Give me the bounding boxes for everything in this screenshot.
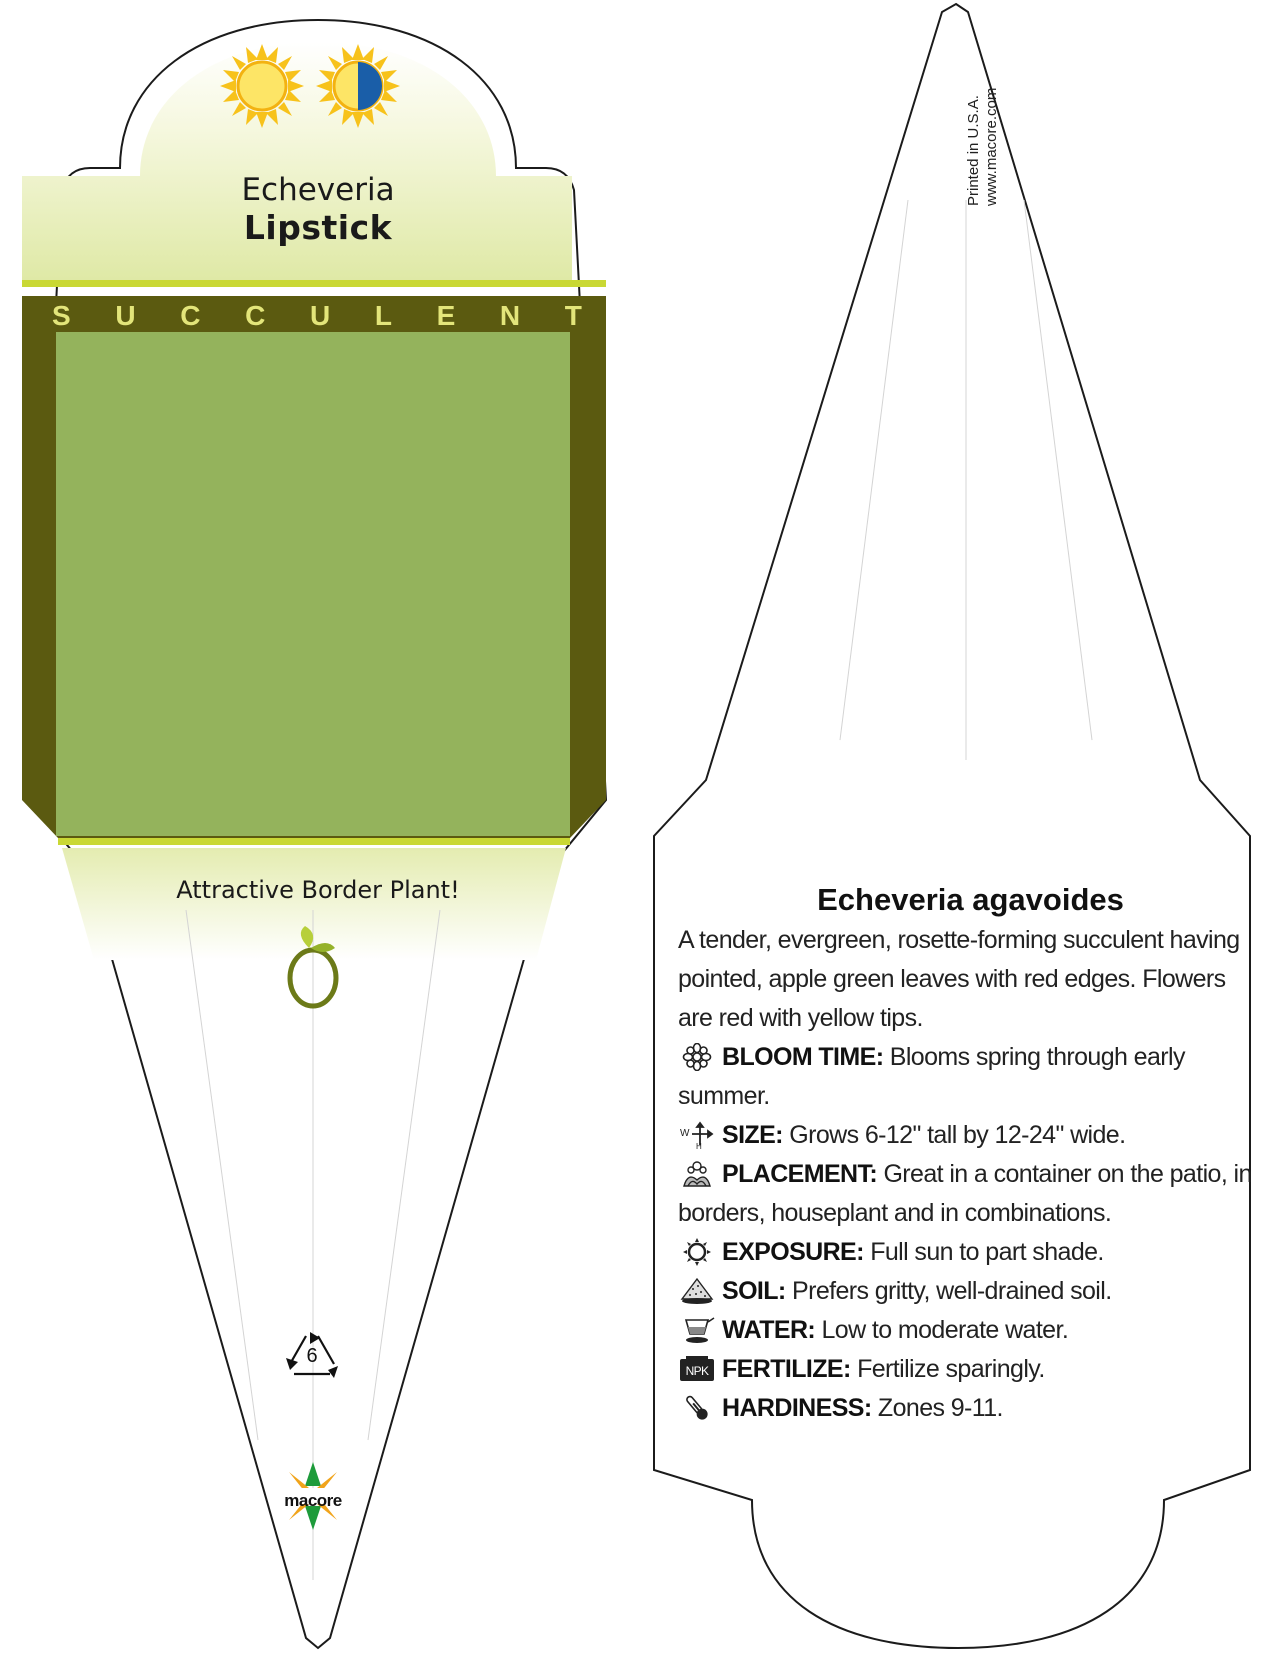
plant-title [0, 172, 636, 248]
category-letter: U [115, 300, 136, 331]
attribute-text: Zones 9-11. [871, 1394, 1003, 1422]
attribute-row [678, 1389, 1263, 1428]
size-arrows-icon [678, 1121, 716, 1149]
attribute-text: Full sun to part shade. [863, 1238, 1104, 1266]
lime-stripe-top [22, 280, 606, 287]
category-letter: T [564, 300, 582, 331]
plant-info [678, 880, 1263, 1428]
description: A tender, evergreen, rosette-forming succulent having pointed, apple green leaves with red edges. Flowers are red with yellow tips. [678, 926, 1240, 1032]
attribute-text: Grows 6-12" tall by 12-24" wide. [782, 1121, 1126, 1149]
svg-text:NPK: NPK [685, 1364, 709, 1378]
cultivar-name: Lipstick [243, 208, 393, 247]
flower-icon [678, 1043, 716, 1071]
attribute-label: EXPOSURE: [722, 1238, 864, 1266]
attribute-text: Low to moderate water. [815, 1316, 1069, 1344]
attribute-text: Blooms spring through early summer. [678, 1043, 1185, 1110]
category-letter: C [180, 300, 201, 331]
npk-icon [678, 1355, 716, 1383]
attribute-row [678, 1155, 1263, 1233]
attribute-label: PLACEMENT: [722, 1160, 878, 1188]
attribute-label: SIZE: [722, 1121, 783, 1149]
brand-name: macore [284, 1491, 342, 1510]
part-shade-icon [316, 44, 400, 128]
printed-in-usa [965, 46, 1001, 206]
placement-icon [678, 1160, 716, 1188]
genus-name: Echeveria [241, 172, 395, 208]
category-letter: U [309, 300, 331, 331]
attribute-row [678, 1350, 1263, 1389]
category-letter: L [374, 300, 392, 331]
attribute-text: Prefers gritty, well-drained soil. [785, 1277, 1112, 1305]
printed-line: Printed in U.S.A. [965, 95, 982, 206]
category-letter: E [436, 300, 456, 331]
tagline-panel [62, 848, 566, 960]
attribute-label: SOIL: [722, 1277, 786, 1305]
attribute-row [678, 1311, 1263, 1350]
tagline: Attractive Border Plant! [176, 876, 460, 904]
svg-text:H: H [696, 1142, 702, 1149]
botanical-name: Echeveria agavoides [817, 882, 1124, 917]
attribute-text: Great in a container on the patio, in borders, houseplant and in combinations. [678, 1160, 1252, 1227]
thermometer-icon [678, 1394, 716, 1422]
attribute-row [678, 1233, 1263, 1272]
attribute-list [678, 1038, 1263, 1428]
attribute-label: FERTILIZE: [722, 1355, 851, 1383]
attribute-label: HARDINESS: [722, 1394, 872, 1422]
attribute-row [678, 1272, 1263, 1311]
recycle-code: 6 [306, 1345, 318, 1367]
attribute-row [678, 1116, 1263, 1155]
attribute-row [678, 1038, 1263, 1116]
attribute-label: WATER: [722, 1316, 816, 1344]
plant-photo [0, 254, 640, 914]
lime-stripe-bottom [58, 838, 570, 845]
svg-text:W: W [680, 1128, 689, 1139]
category-letter: C [245, 300, 266, 331]
category-letter: S [52, 300, 71, 331]
sun-outline-icon [678, 1238, 716, 1266]
category-label [52, 300, 582, 334]
category-letter: N [499, 300, 521, 331]
watering-can-icon [678, 1316, 716, 1344]
attribute-text: Fertilize sparingly. [850, 1355, 1045, 1383]
attribute-label: BLOOM TIME: [722, 1043, 884, 1071]
full-sun-icon [220, 44, 304, 128]
website-line: www.macore.com [983, 87, 1000, 206]
soil-icon [678, 1277, 716, 1305]
